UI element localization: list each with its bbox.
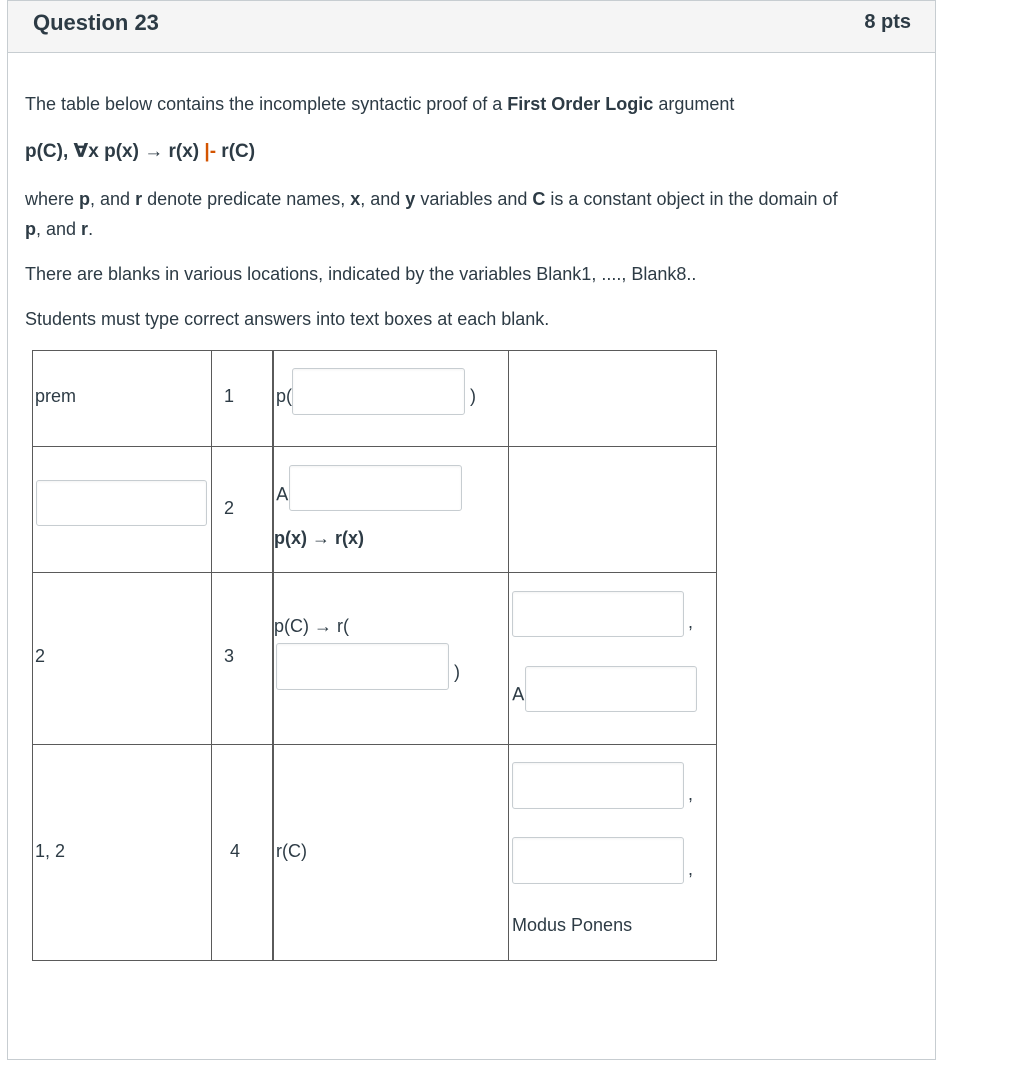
blank-row2-quantifier-var[interactable]	[289, 465, 462, 511]
argument-formula: p(C), ∀x p(x) → r(x) |- r(C)	[25, 141, 256, 162]
blank-row4-justification-1[interactable]	[512, 762, 684, 809]
where-text-line2: p, and r.	[25, 219, 94, 239]
question-points: 8 pts	[864, 11, 911, 33]
turnstile-symbol: |-	[204, 141, 217, 162]
row4-formula: r(C)	[276, 841, 307, 861]
row1-source: prem	[35, 386, 77, 406]
question-header	[8, 1, 935, 53]
blank-row4-justification-2[interactable]	[512, 837, 684, 884]
where-text-line1: where p, and r denote predicate names, x, and y variables and C is a constant object in the domain of	[25, 189, 838, 209]
question-title: Question 23	[33, 10, 159, 35]
table-border-right	[716, 350, 717, 961]
row4-rule: Modus Ponens	[512, 915, 633, 935]
row4-comma-2: ,	[688, 859, 694, 879]
row2-formula: p(x) → r(x)	[274, 528, 364, 548]
table-row-divider	[32, 572, 717, 573]
table-row-divider	[32, 744, 717, 745]
table-border-top	[32, 350, 717, 351]
intro-text: The table below contains the incomplete syntactic proof of a First Order Logic argument	[25, 94, 735, 114]
row1-number: 1	[224, 386, 235, 406]
row4-source: 1, 2	[35, 841, 66, 861]
row3-formula-suffix: )	[454, 662, 460, 682]
table-border-left	[32, 350, 33, 961]
row4-comma-1: ,	[688, 784, 694, 804]
row3-source: 2	[35, 646, 46, 666]
blanks-note: There are blanks in various locations, indicated by the variables Blank1, ...., Blank8..	[25, 264, 697, 284]
row1-formula-prefix: p(	[276, 386, 293, 406]
row1-formula-suffix: )	[470, 386, 476, 406]
students-note: Students must type correct answers into text boxes at each blank.	[25, 309, 550, 329]
row2-number: 2	[224, 498, 235, 518]
table-row-divider	[32, 446, 717, 447]
table-col-divider	[211, 350, 212, 961]
blank-row2-source[interactable]	[36, 480, 207, 526]
intro-bold: First Order Logic	[507, 94, 654, 114]
row3-number: 3	[224, 646, 235, 666]
row3-forall-symbol: ∀	[512, 683, 525, 703]
table-col-divider	[272, 350, 274, 961]
forall-symbol: ∀	[276, 483, 289, 503]
blank-row3-formula[interactable]	[276, 643, 449, 690]
row3-comma: ,	[688, 612, 694, 632]
blank-row1-formula[interactable]	[292, 368, 465, 415]
blank-row3-rule[interactable]	[512, 591, 684, 637]
blank-row3-rule-detail[interactable]	[525, 666, 697, 712]
row4-number: 4	[230, 841, 241, 861]
table-border-bottom	[32, 960, 717, 961]
row3-formula-prefix: p(C) → r(	[274, 616, 349, 636]
table-col-divider	[508, 350, 509, 961]
